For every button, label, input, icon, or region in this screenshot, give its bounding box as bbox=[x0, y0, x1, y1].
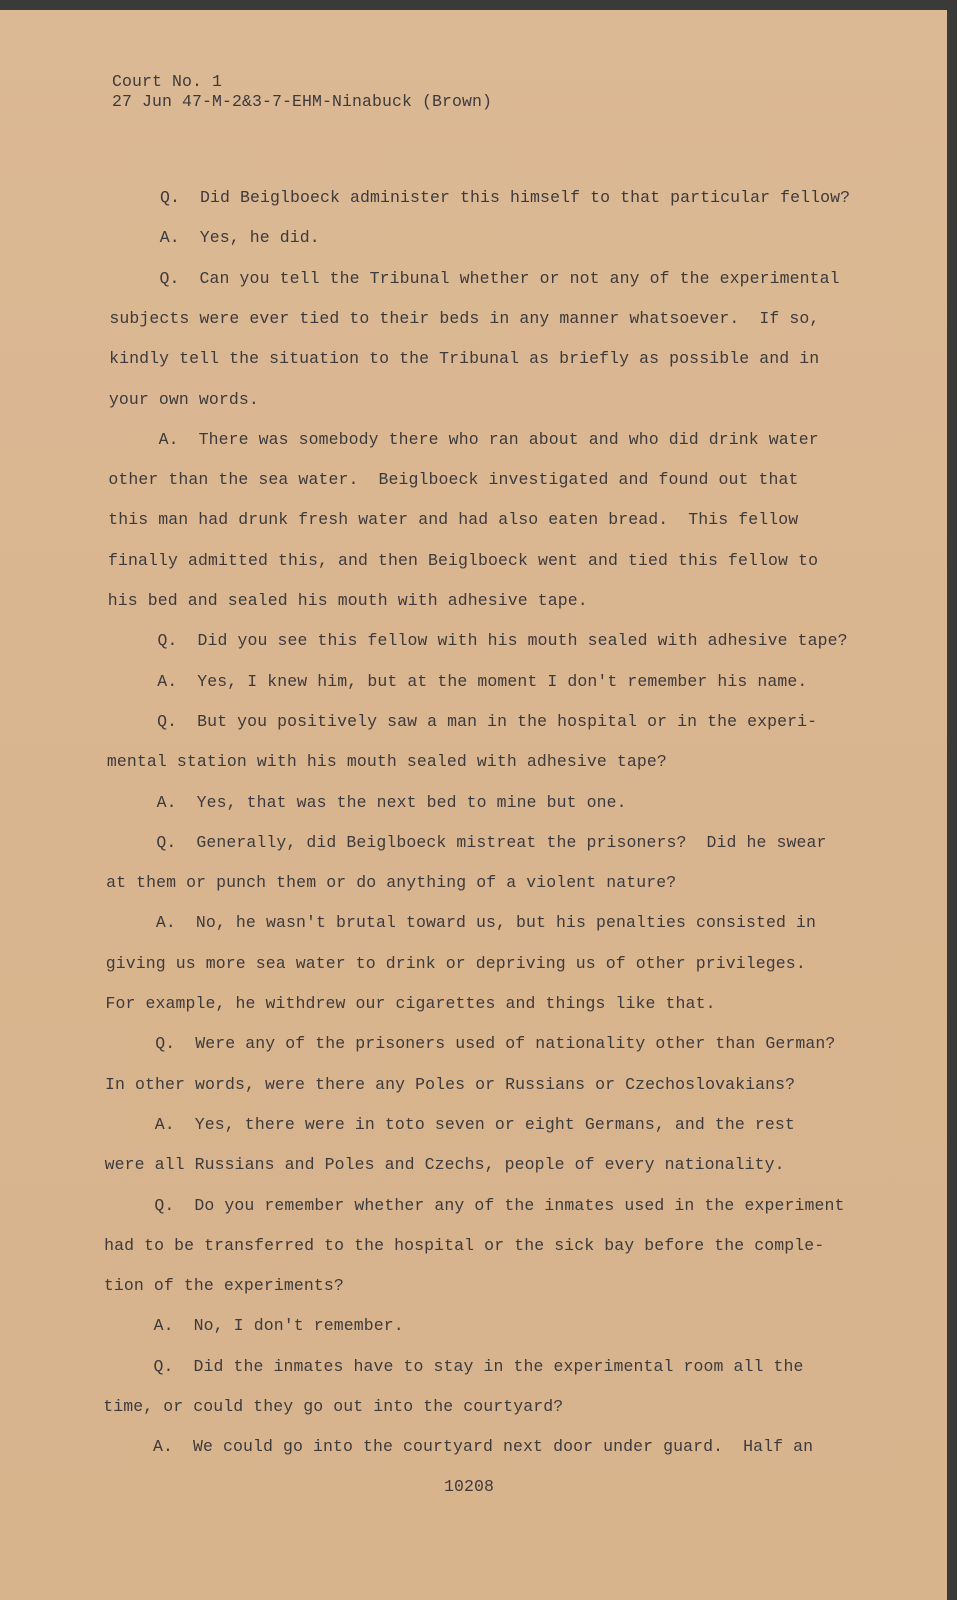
page-number: 10208 bbox=[444, 1477, 495, 1496]
testimony-line-start: Q. Did Beiglboeck administer this himself to that particular fellow? bbox=[160, 188, 851, 207]
testimony-line-start: Q. Were any of the prisoners used of nationality other than German? bbox=[155, 1034, 836, 1054]
testimony-line-start: A. Yes, he did. bbox=[159, 228, 320, 248]
testimony-line-start: Q. Did you see this fellow with his mouth sealed with adhesive tape? bbox=[157, 631, 848, 651]
testimony-line-start: A. There was somebody there who ran about and who did drink water bbox=[158, 429, 819, 449]
testimony-line-start: Q. Did the inmates have to stay in the experimental room all the bbox=[153, 1356, 804, 1376]
testimony-line: had to be transferred to the hospital or the sick bay before the comple- bbox=[104, 1235, 825, 1255]
header-session: 27 Jun 47-M-2&3-7-EHM-Ninabuck (Brown) bbox=[112, 92, 493, 111]
testimony-line: were all Russians and Poles and Czechs, people of every nationality. bbox=[104, 1155, 785, 1175]
document-page bbox=[0, 10, 947, 1600]
testimony-line: at them or punch them or do anything of a violent nature? bbox=[106, 873, 677, 893]
testimony-line: finally admitted this, and then Beiglboeck went and tied this fellow to bbox=[107, 550, 819, 570]
testimony-line: giving us more sea water to drink or depriving us of other privileges. bbox=[105, 953, 806, 973]
testimony-line: other than the sea water. Beiglboeck investigated and found out that bbox=[108, 470, 799, 490]
testimony-line-start: Q. But you positively saw a man in the hospital or in the experi- bbox=[157, 711, 818, 731]
testimony-line-start: A. Yes, there were in toto seven or eight Germans, and the rest bbox=[154, 1114, 795, 1134]
testimony-line-start: A. No, he wasn't brutal toward us, but his penalties consisted in bbox=[155, 913, 817, 933]
testimony-line-start: A. Yes, I knew him, but at the moment I don't remember his name. bbox=[157, 671, 808, 691]
testimony-line: In other words, were there any Poles or Russians or Czechoslovakians? bbox=[105, 1074, 796, 1094]
testimony-line-start: Q. Can you tell the Tribunal whether or not any of the experimental bbox=[159, 268, 840, 288]
testimony-line-start: A. No, I don't remember. bbox=[153, 1316, 404, 1336]
testimony-line-start: A. We could go into the courtyard next door under guard. Half an bbox=[153, 1437, 814, 1457]
testimony-line-start: Q. Generally, did Beiglboeck mistreat the prisoners? Did he swear bbox=[156, 832, 827, 852]
testimony-line-start: Q. Do you remember whether any of the inmates used in the experiment bbox=[154, 1195, 845, 1215]
testimony-line: tion of the experiments? bbox=[103, 1276, 344, 1296]
testimony-line: subjects were ever tied to their beds in any manner whatsoever. If so, bbox=[109, 308, 820, 328]
testimony-line-start: A. Yes, that was the next bed to mine but one. bbox=[156, 792, 627, 812]
testimony-line: your own words. bbox=[108, 389, 259, 409]
testimony-line: mental station with his mouth sealed with adhesive tape? bbox=[106, 752, 667, 772]
testimony-line: For example, he withdrew our cigarettes and things like that. bbox=[105, 994, 716, 1013]
header-court: Court No. 1 bbox=[112, 72, 223, 91]
testimony-line: time, or could they go out into the courtyard? bbox=[103, 1397, 564, 1416]
testimony-line: this man had drunk fresh water and had also eaten bread. This fellow bbox=[108, 510, 799, 530]
testimony-line: his bed and sealed his mouth with adhesive tape. bbox=[107, 591, 588, 610]
testimony-line: kindly tell the situation to the Tribunal as briefly as possible and in bbox=[109, 349, 820, 369]
